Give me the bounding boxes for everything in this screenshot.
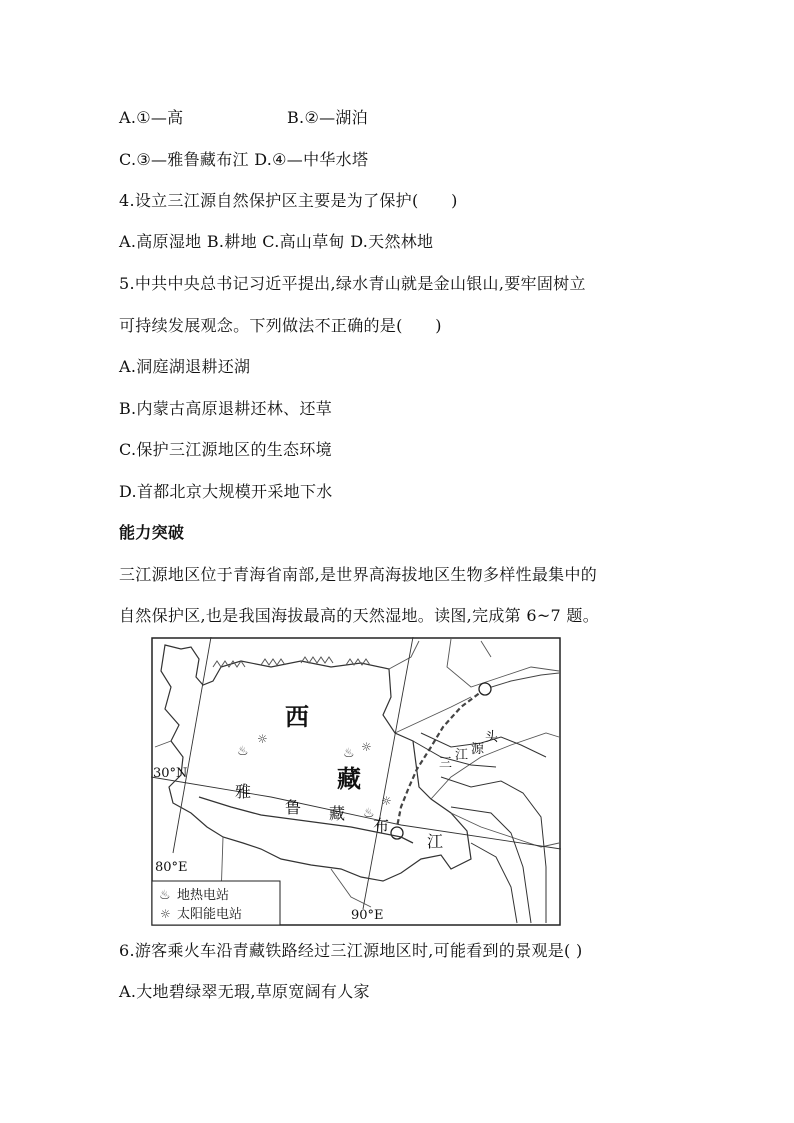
q3-option-b: B.②—湖泊 [287, 108, 368, 127]
label-lon-90e: 90°E [351, 908, 384, 923]
legend-geothermal-icon: ♨ [159, 888, 171, 903]
q6-option-a: A.大地碧绿翠无瑕,草原宽阔有人家 [119, 982, 370, 1001]
solar-station-icon: ☼ [257, 732, 268, 746]
label-xi: 西 [285, 702, 309, 731]
q5-option-c: C.保护三江源地区的生态环境 [119, 440, 332, 459]
section-title: 能力突破 [119, 523, 185, 542]
geothermal-station-icon: ♨ [363, 806, 375, 821]
label-river-ya: 雅 [235, 782, 252, 801]
map-legend [152, 881, 280, 925]
legend-geothermal-label: 地热电站 [177, 888, 230, 903]
label-river-jiang: 江 [427, 832, 444, 851]
legend-solar-icon: ☼ [160, 907, 171, 921]
label-tou: 头 [485, 730, 499, 745]
label-lat-30n: 30°N [153, 766, 188, 781]
label-river-zang: 藏 [329, 804, 346, 823]
map-figure [151, 637, 561, 927]
q5-stem-line2: 可持续发展观念。下列做法不正确的是( ) [119, 316, 442, 335]
solar-station-icon: ☼ [381, 794, 392, 808]
label-river-lu: 鲁 [285, 798, 302, 817]
label-zang: 藏 [337, 764, 361, 793]
city-marker [479, 683, 491, 695]
label-lon-80e: 80°E [155, 860, 188, 875]
label-yuan: 源 [471, 742, 485, 757]
q4-options: A.高原湿地 B.耕地 C.高山草甸 D.天然林地 [119, 232, 434, 251]
label-san: 三 [439, 756, 453, 771]
passage-line2: 自然保护区,也是我国海拔最高的天然湿地。读图,完成第 6~7 题。 [119, 606, 600, 625]
geothermal-station-icon: ♨ [343, 746, 355, 761]
q5-stem-line1: 5.中共中央总书记习近平提出,绿水青山就是金山银山,要牢固树立 [119, 274, 586, 293]
q4-stem: 4.设立三江源自然保护区主要是为了保护( ) [119, 191, 458, 210]
q5-option-d: D.首都北京大规模开采地下水 [119, 482, 333, 501]
label-jiang2: 江 [455, 748, 469, 763]
passage-line1: 三江源地区位于青海省南部,是世界高海拔地区生物多样性最集中的 [119, 565, 598, 584]
label-river-bu: 布 [373, 816, 390, 835]
q5-option-a: A.洞庭湖退耕还湖 [119, 357, 251, 376]
q6-stem: 6.游客乘火车沿青藏铁路经过三江源地区时,可能看到的景观是( ) [119, 941, 583, 960]
q3-options-cd: C.③—雅鲁藏布江 D.④—中华水塔 [119, 150, 369, 169]
q3-option-a: A.①—高 [119, 108, 184, 127]
solar-station-icon: ☼ [361, 740, 372, 754]
q5-option-b: B.内蒙古高原退耕还林、还草 [119, 399, 333, 418]
geothermal-station-icon: ♨ [237, 744, 249, 759]
legend-solar-label: 太阳能电站 [177, 907, 243, 922]
